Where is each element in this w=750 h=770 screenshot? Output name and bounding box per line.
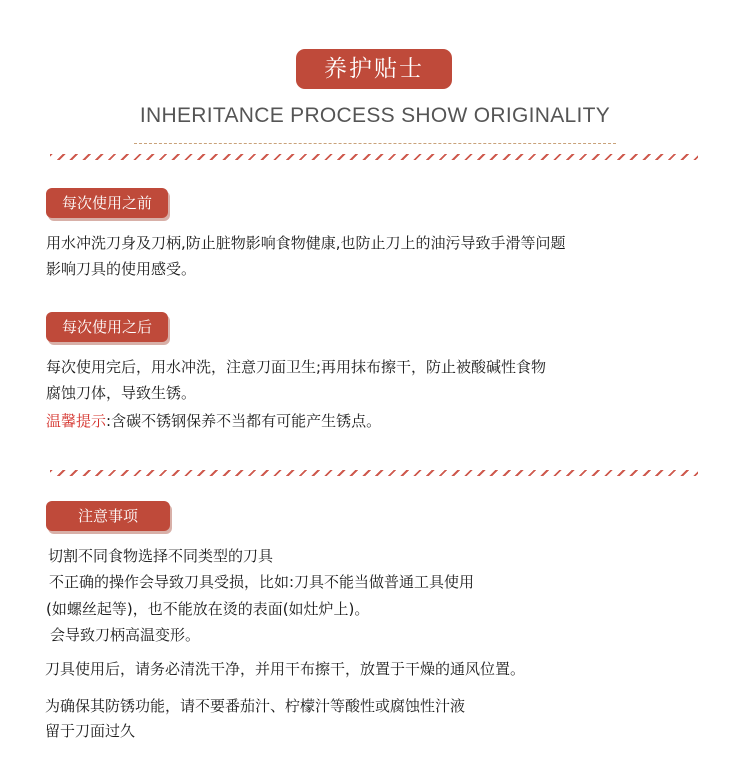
decorative-divider-top: [50, 154, 698, 160]
after-use-line-2: 腐蚀刀体，导致生锈。: [46, 384, 197, 402]
section-tag-after-use: 每次使用之后: [46, 312, 168, 342]
decorative-divider-middle: [50, 470, 698, 476]
precaution-line-6: 为确保其防锈功能，请不要番茄汁、柠檬汁等酸性或腐蚀性汁液: [45, 697, 466, 715]
section-tag-precautions: 注意事项: [46, 501, 170, 531]
warning-tip: [46, 411, 381, 431]
dashed-divider: [134, 143, 616, 144]
precaution-line-7: 留于刀面过久: [45, 722, 136, 740]
before-use-line-2: 影响刀具的使用感受。: [46, 260, 197, 278]
after-use-line-1: 每次使用完后，用水冲洗，注意刀面卫生;再用抹布擦干，防止被酸碱性食物: [46, 358, 547, 376]
section-tag-before-use: 每次使用之前: [46, 188, 168, 218]
warning-text: :含碳不锈钢保养不当都有可能产生锈点。: [106, 412, 382, 430]
precaution-line-1: 切割不同食物选择不同类型的刀具: [48, 547, 274, 565]
before-use-line-1: 用水冲洗刀身及刀柄,防止脏物影响食物健康,也防止刀上的油污导致手滑等问题: [46, 234, 566, 252]
warning-label: 温馨提示: [46, 412, 107, 430]
care-tips-title: 养护贴士: [296, 49, 452, 89]
page-subtitle: INHERITANCE PROCESS SHOW ORIGINALITY: [139, 104, 611, 127]
precaution-line-5: 刀具使用后，请务必清洗干净，并用干布擦干，放置于干燥的通风位置。: [45, 660, 526, 678]
precaution-line-2: 不正确的操作会导致刀具受损，比如:刀具不能当做普通工具使用: [49, 573, 475, 591]
precaution-line-3: (如螺丝起等)，也不能放在烫的表面(如灶炉上)。: [46, 600, 370, 618]
precaution-line-4: 会导致刀柄高温变形。: [50, 626, 201, 644]
